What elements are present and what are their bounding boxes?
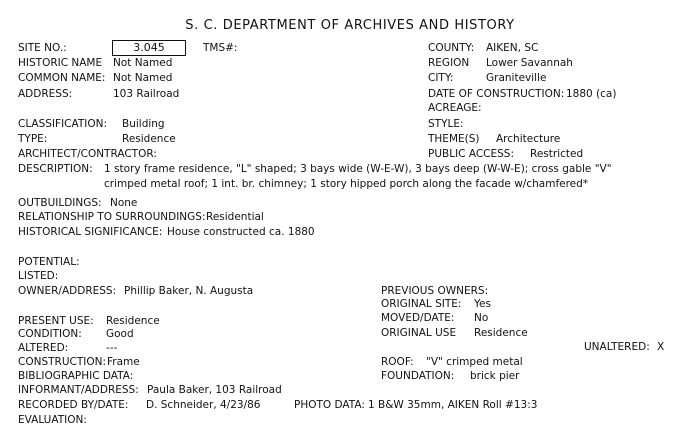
relationship-value: Residential <box>206 211 264 223</box>
potential-label: POTENTIAL: <box>18 256 80 268</box>
site-no-value: 3.045 <box>112 40 186 56</box>
historic-name-label: HISTORIC NAME <box>18 57 103 69</box>
type-value: Residence <box>122 133 176 145</box>
unaltered-value: X <box>657 341 665 353</box>
significance-value: House constructed ca. 1880 <box>167 226 315 238</box>
moved-date-value: No <box>474 312 489 324</box>
recorded-value: D. Schneider, 4/23/86 <box>146 399 261 411</box>
original-use-value: Residence <box>474 327 528 339</box>
evaluation-label: EVALUATION: <box>18 414 87 426</box>
classification-label: CLASSIFICATION: <box>18 118 108 130</box>
condition-value: Good <box>106 328 134 340</box>
common-name-value: Not Named <box>113 72 173 84</box>
owner-address-label: OWNER/ADDRESS: <box>18 285 117 297</box>
city-value: Graniteville <box>486 72 547 84</box>
themes-label: THEME(S) <box>428 133 480 145</box>
original-site-value: Yes <box>474 298 491 310</box>
listed-label: LISTED: <box>18 270 59 282</box>
type-label: TYPE: <box>18 133 48 145</box>
construction-label: CONSTRUCTION: <box>18 356 107 368</box>
description-line-1: 1 story frame residence, "L" shaped; 3 bays wide (W-E-W), 3 bays deep (W-W-E); cross gable "V" <box>104 163 612 175</box>
original-site-label: ORIGINAL SITE: <box>381 298 462 310</box>
owner-address-value: Phillip Baker, N. Augusta <box>124 285 254 297</box>
informant-value: Paula Baker, 103 Railroad <box>147 384 282 396</box>
address-value: 103 Railroad <box>113 88 180 100</box>
relationship-label: RELATIONSHIP TO SURROUNDINGS: <box>18 211 206 223</box>
moved-date-label: MOVED/DATE: <box>381 312 455 324</box>
roof-label: ROOF: <box>381 356 414 368</box>
region-value: Lower Savannah <box>486 57 573 69</box>
description-line-2: crimped metal roof; 1 int. br. chimney; 1 story hipped porch along the facade w/chamfered* <box>104 178 589 190</box>
public-access-value: Restricted <box>530 148 584 160</box>
photo-data-label: PHOTO DATA: <box>294 399 365 411</box>
informant-label: INFORMANT/ADDRESS: <box>18 384 139 396</box>
original-use-label: ORIGINAL USE <box>381 327 457 339</box>
historic-name-value: Not Named <box>113 57 173 69</box>
foundation-label: FOUNDATION: <box>381 370 455 382</box>
address-label: ADDRESS: <box>18 88 73 100</box>
classification-value: Building <box>122 118 165 130</box>
bibliographic-label: BIBLIOGRAPHIC DATA: <box>18 370 134 382</box>
roof-value: "V" crimped metal <box>426 356 523 368</box>
city-label: CITY: <box>428 72 454 84</box>
acreage-label: ACREAGE: <box>428 102 482 114</box>
recorded-label: RECORDED BY/DATE: <box>18 399 129 411</box>
previous-owners-label: PREVIOUS OWNERS: <box>381 285 489 297</box>
present-use-label: PRESENT USE: <box>18 315 94 327</box>
altered-value: --- <box>106 342 118 354</box>
style-label: STYLE: <box>428 118 464 130</box>
date-of-construction-value: 1880 (ca) <box>566 88 617 100</box>
outbuildings-value: None <box>110 197 138 209</box>
site-no-label: SITE NO.: <box>18 42 67 54</box>
public-access-label: PUBLIC ACCESS: <box>428 148 514 160</box>
description-label: DESCRIPTION: <box>18 163 93 175</box>
condition-label: CONDITION: <box>18 328 82 340</box>
tms-label: TMS#: <box>203 42 238 54</box>
outbuildings-label: OUTBUILDINGS: <box>18 197 102 209</box>
construction-value: Frame <box>107 356 140 368</box>
significance-label: HISTORICAL SIGNIFICANCE: <box>18 226 163 238</box>
photo-data-value: 1 B&W 35mm, AIKEN Roll #13:3 <box>368 399 538 411</box>
present-use-value: Residence <box>106 315 160 327</box>
unaltered-label: UNALTERED: <box>584 341 650 353</box>
architect-label: ARCHITECT/CONTRACTOR: <box>18 148 157 160</box>
foundation-value: brick pier <box>470 370 520 382</box>
region-label: REGION <box>428 57 470 69</box>
county-label: COUNTY: <box>428 42 475 54</box>
common-name-label: COMMON NAME: <box>18 72 106 84</box>
altered-label: ALTERED: <box>18 342 69 354</box>
themes-value: Architecture <box>496 133 561 145</box>
form-title: S. C. DEPARTMENT OF ARCHIVES AND HISTORY <box>185 18 515 33</box>
date-of-construction-label: DATE OF CONSTRUCTION: <box>428 88 565 100</box>
county-value: AIKEN, SC <box>486 42 539 54</box>
